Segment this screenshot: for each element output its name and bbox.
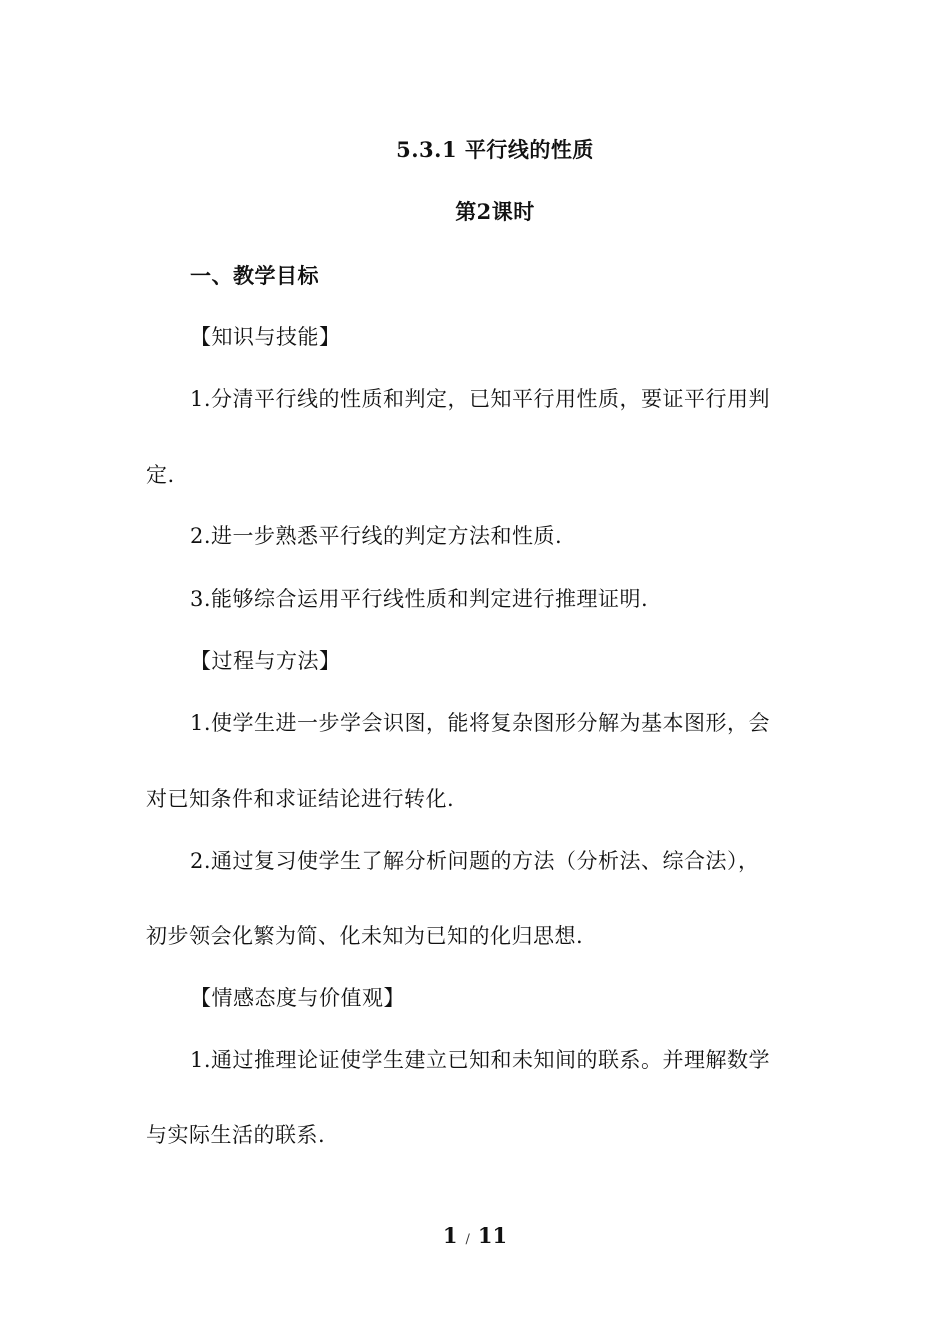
process-item-1-line-2: 对已知条件和求证结论进行转化. — [146, 787, 455, 811]
subheading-knowledge: 【知识与技能】 — [190, 325, 341, 349]
knowledge-item-1-line-2: 定. — [146, 463, 175, 487]
knowledge-item-1-line-1: 1.分清平行线的性质和判定，已知平行用性质，要证平行用判 — [190, 387, 771, 411]
page-subtitle: 第2课时 — [455, 199, 535, 224]
subheading-attitude: 【情感态度与价值观】 — [190, 986, 405, 1010]
current-page-number: 1 — [442, 1223, 458, 1248]
page-footer — [0, 1222, 950, 1254]
attitude-item-1-line-1: 1.通过推理论证使学生建立已知和未知间的联系。并理解数学 — [190, 1048, 771, 1072]
process-item-2-line-2: 初步领会化繁为简、化未知为已知的化归思想. — [146, 924, 584, 948]
knowledge-item-3: 3.能够综合运用平行线性质和判定进行推理证明. — [190, 587, 649, 611]
page-separator: / — [465, 1232, 470, 1247]
subheading-process: 【过程与方法】 — [190, 649, 341, 673]
total-page-count: 11 — [477, 1223, 508, 1248]
section-heading-objectives: 一、教学目标 — [190, 263, 319, 288]
process-item-2-line-1: 2.通过复习使学生了解分析问题的方法（分析法、综合法）， — [190, 849, 760, 873]
attitude-item-1-line-2: 与实际生活的联系. — [146, 1123, 326, 1147]
page-title: 5.3.1 平行线的性质 — [396, 137, 594, 162]
knowledge-item-2: 2.进一步熟悉平行线的判定方法和性质. — [190, 524, 563, 548]
process-item-1-line-1: 1.使学生进一步学会识图，能将复杂图形分解为基本图形，会 — [190, 711, 771, 735]
